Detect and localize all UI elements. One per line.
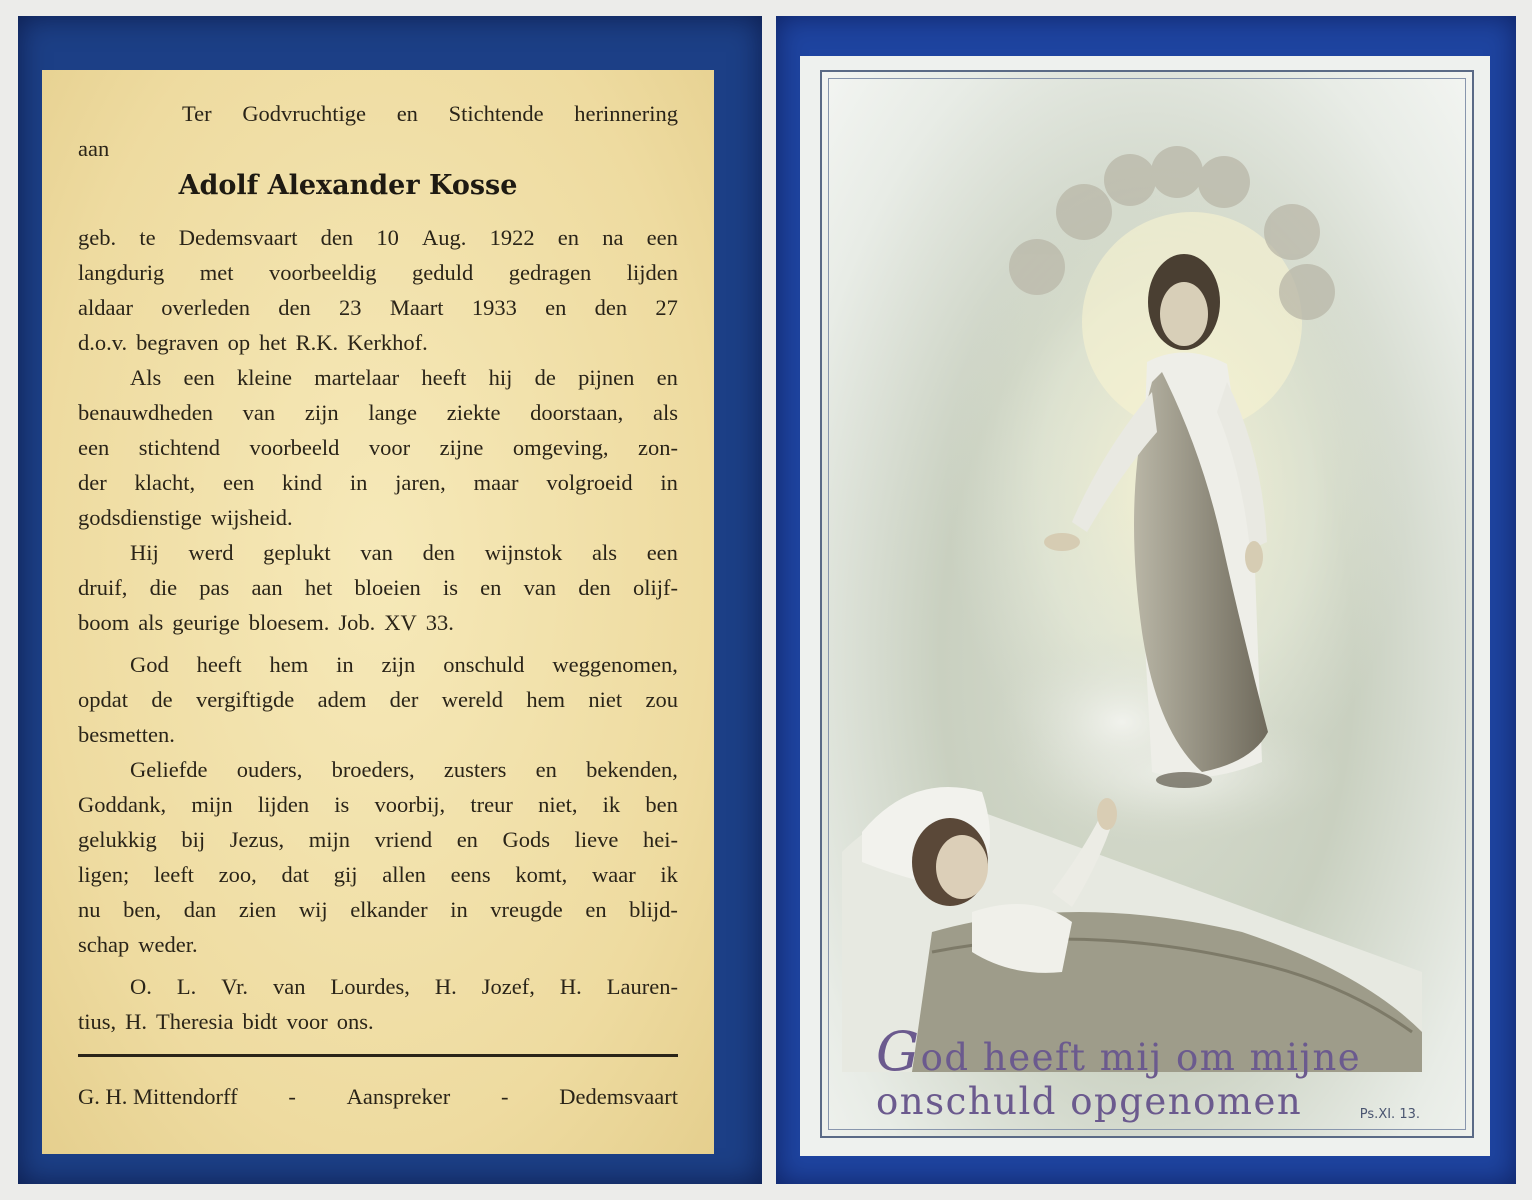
word: gelukkig (78, 827, 157, 852)
word: Hij (130, 540, 159, 565)
word: als (652, 400, 678, 425)
word: der (389, 687, 419, 712)
word: zoo, (218, 862, 257, 887)
word: niet (588, 687, 623, 712)
word: voorbij, (374, 792, 446, 817)
caption (876, 1020, 1362, 1124)
word: onschuld (443, 652, 525, 677)
word: Godvruchtige (242, 101, 367, 126)
word: eens (450, 862, 491, 887)
word: allen (382, 862, 426, 887)
word: Maart (389, 295, 444, 320)
word: Jezus, (229, 827, 285, 852)
word: mijn (308, 827, 350, 852)
word: Lauren- (606, 974, 678, 999)
intro (78, 96, 678, 166)
text-line (78, 717, 678, 752)
word: wijsheid. (210, 505, 293, 530)
word: langdurig (78, 260, 165, 285)
word: en (656, 365, 678, 390)
word: doorstaan, (530, 400, 624, 425)
word: heeft (196, 652, 242, 677)
word: pijnen (578, 365, 635, 390)
word: 23 (339, 295, 362, 320)
text-line (78, 892, 678, 927)
footer-item: G. H. Mittendorff (78, 1084, 238, 1109)
word: XV (384, 610, 417, 635)
word: lange (368, 400, 418, 425)
word: ben (645, 792, 678, 817)
word: begraven (136, 330, 219, 355)
word: Kerkhof. (347, 330, 428, 355)
word: van (273, 974, 306, 999)
word: op (227, 330, 251, 355)
word: 1933 (471, 295, 517, 320)
word: omgeving, (512, 435, 609, 460)
text-line (78, 220, 678, 255)
word: zou (645, 687, 678, 712)
word: voor (368, 435, 411, 460)
word: ligen; (78, 862, 130, 887)
word: en (585, 897, 607, 922)
word: na (602, 225, 624, 250)
word: een (646, 225, 678, 250)
word: kleine (237, 365, 292, 390)
word: ouders, (236, 757, 303, 782)
word: geurige (172, 610, 240, 635)
text-line (78, 290, 678, 325)
caption-line-2: onschuld opgenomen (876, 1080, 1303, 1123)
word: Theresia (156, 1009, 234, 1034)
word: L. (176, 974, 197, 999)
text-line (78, 535, 678, 570)
word: benauwdheden (78, 400, 213, 425)
word: lijden (626, 260, 678, 285)
word: geduld (412, 260, 474, 285)
word: te (139, 225, 156, 250)
word: bloesem. (248, 610, 330, 635)
word: druif, (78, 575, 128, 600)
text-line (78, 465, 678, 500)
word: in (336, 652, 354, 677)
word: bidt (242, 1009, 278, 1034)
word: kind (282, 470, 323, 495)
word: zijn (381, 652, 416, 677)
deceased-name: Adolf Alexander Kosse (178, 170, 518, 201)
word: geb. (78, 225, 117, 250)
word: van (242, 400, 276, 425)
word: martelaar (314, 365, 400, 390)
word: zusters (443, 757, 507, 782)
word: die (149, 575, 178, 600)
word: Aug. (422, 225, 467, 250)
scripture-reference: Ps.XI. 13. (1359, 1107, 1420, 1122)
word: en (456, 827, 478, 852)
word: zijn (304, 400, 339, 425)
word: den (578, 575, 611, 600)
word: geplukt (263, 540, 331, 565)
text-line (78, 430, 678, 465)
illustration-plate (800, 56, 1490, 1156)
word: de (534, 365, 556, 390)
word: jaren, (395, 470, 446, 495)
word: 10 (376, 225, 399, 250)
word: leeft (153, 862, 194, 887)
word: 27 (655, 295, 678, 320)
word: H. (559, 974, 582, 999)
word: zon- (637, 435, 678, 460)
text-line (78, 570, 678, 605)
word: en (545, 295, 567, 320)
word: dat (281, 862, 309, 887)
word: voorbeeldig (269, 260, 377, 285)
word: gij (333, 862, 358, 887)
word: weggenomen, (552, 652, 678, 677)
word: den (320, 225, 354, 250)
word: vriend (374, 827, 433, 852)
text-line (78, 1004, 678, 1039)
word: opdat (78, 687, 128, 712)
word: voorbeeld (249, 435, 340, 460)
word: den (278, 295, 311, 320)
word: R.K. (295, 330, 339, 355)
word: den (422, 540, 456, 565)
word: wijnstok (484, 540, 563, 565)
word: pas (199, 575, 230, 600)
word: gedragen (508, 260, 592, 285)
word: stichtend (138, 435, 220, 460)
footer-item: - (288, 1084, 296, 1109)
word: elkander (350, 897, 428, 922)
text-line (78, 927, 678, 962)
word: Als (130, 365, 162, 390)
word: Lourdes, (330, 974, 410, 999)
word: hem (526, 687, 566, 712)
word: Gods (502, 827, 551, 852)
word: ons. (336, 1009, 374, 1034)
word: ik (602, 792, 621, 817)
word: besmetten. (78, 722, 175, 747)
word: vreugde (490, 897, 563, 922)
text-line (78, 969, 678, 1004)
text-line (78, 325, 678, 360)
word: een (183, 365, 215, 390)
word: ziekte (446, 400, 501, 425)
word: hei- (643, 827, 678, 852)
word: de (151, 687, 173, 712)
word: olijf- (632, 575, 678, 600)
footer-item: - (501, 1084, 509, 1109)
word: in (450, 897, 468, 922)
word: en (535, 757, 557, 782)
word: nu (78, 897, 101, 922)
text-line (78, 255, 678, 290)
word: overleden (161, 295, 250, 320)
text-line (78, 605, 678, 640)
word: het (259, 330, 287, 355)
word: van (360, 540, 393, 565)
word: waar (591, 862, 636, 887)
word: een (222, 470, 255, 495)
intro-line-2: aan (78, 136, 110, 161)
word: weder. (138, 932, 198, 957)
illustration-frame (820, 70, 1474, 1138)
word: wereld (441, 687, 503, 712)
word: zijne (439, 435, 484, 460)
word: 33. (425, 610, 454, 635)
word: heeft (421, 365, 467, 390)
word: als (138, 610, 164, 635)
word: en (480, 575, 502, 600)
word: Goddank, (78, 792, 167, 817)
word: ben, (123, 897, 162, 922)
word: schap (78, 932, 130, 957)
jesus-and-child-illustration (822, 72, 1472, 1136)
memorial-body-text (78, 220, 678, 1039)
word: Jozef, (481, 974, 535, 999)
word: voor (286, 1009, 328, 1034)
word: 1922 (489, 225, 535, 250)
memorial-card-text-side (18, 16, 762, 1184)
intro-line (78, 96, 678, 131)
word: godsdienstige (78, 505, 202, 530)
word: Geliefde (130, 757, 208, 782)
undertaker-footer (78, 1084, 678, 1110)
word: boom (78, 610, 130, 635)
footer-item: Aanspreker (346, 1084, 451, 1109)
word: is (442, 575, 458, 600)
word: bloeien (354, 575, 421, 600)
word: hij (488, 365, 513, 390)
word: Dedemsvaart (178, 225, 298, 250)
word: maar (473, 470, 519, 495)
text-line (78, 857, 678, 892)
caption-line-1: od heeft mij om mijne (920, 1036, 1362, 1079)
text-line (78, 500, 678, 535)
text-line (78, 647, 678, 682)
word: bekenden, (586, 757, 678, 782)
word: vergiftigde (195, 687, 295, 712)
word: het (304, 575, 333, 600)
caption-initial: G (876, 1020, 921, 1083)
word: wij (298, 897, 328, 922)
word: en (557, 225, 580, 250)
word: blijd- (629, 897, 678, 922)
word: een (78, 435, 110, 460)
word: werd (188, 540, 234, 565)
word: niet, (538, 792, 578, 817)
word: komt, (515, 862, 568, 887)
word: klacht, (134, 470, 196, 495)
word: broeders, (331, 757, 415, 782)
word: is (334, 792, 350, 817)
word: adem (317, 687, 367, 712)
text-line (78, 395, 678, 430)
word: aan (251, 575, 283, 600)
word: een (646, 540, 678, 565)
card-paper (42, 70, 714, 1154)
word: bij (181, 827, 206, 852)
word: hem (269, 652, 309, 677)
word: als (591, 540, 617, 565)
word: Stichtende (448, 101, 544, 126)
text-line (78, 682, 678, 717)
word: O. (130, 974, 152, 999)
word: God (130, 652, 169, 677)
word: met (199, 260, 234, 285)
word: H. (125, 1009, 148, 1034)
word: Vr. (221, 974, 249, 999)
word: Ter (182, 101, 212, 126)
word: lijden (257, 792, 310, 817)
word: tius, (78, 1009, 117, 1034)
word: mijn (191, 792, 233, 817)
word: aldaar (78, 295, 133, 320)
word: Job. (338, 610, 376, 635)
word: dan (183, 897, 217, 922)
word: der (78, 470, 107, 495)
word: en (396, 101, 418, 126)
divider (78, 1054, 678, 1057)
word: van (523, 575, 557, 600)
word: den (594, 295, 628, 320)
memorial-card-image-side (776, 16, 1516, 1184)
word: zien (238, 897, 277, 922)
word: lieve (574, 827, 619, 852)
word: d.o.v. (78, 330, 128, 355)
word: ik (660, 862, 678, 887)
word: herinnering (574, 101, 678, 126)
footer-item: Dedemsvaart (559, 1084, 678, 1109)
word: volgroeid (546, 470, 633, 495)
word: H. (434, 974, 457, 999)
word: in (349, 470, 368, 495)
word: treur (470, 792, 513, 817)
text-line (78, 822, 678, 857)
text-line (78, 752, 678, 787)
word: in (660, 470, 678, 495)
text-line (78, 787, 678, 822)
text-line (78, 360, 678, 395)
